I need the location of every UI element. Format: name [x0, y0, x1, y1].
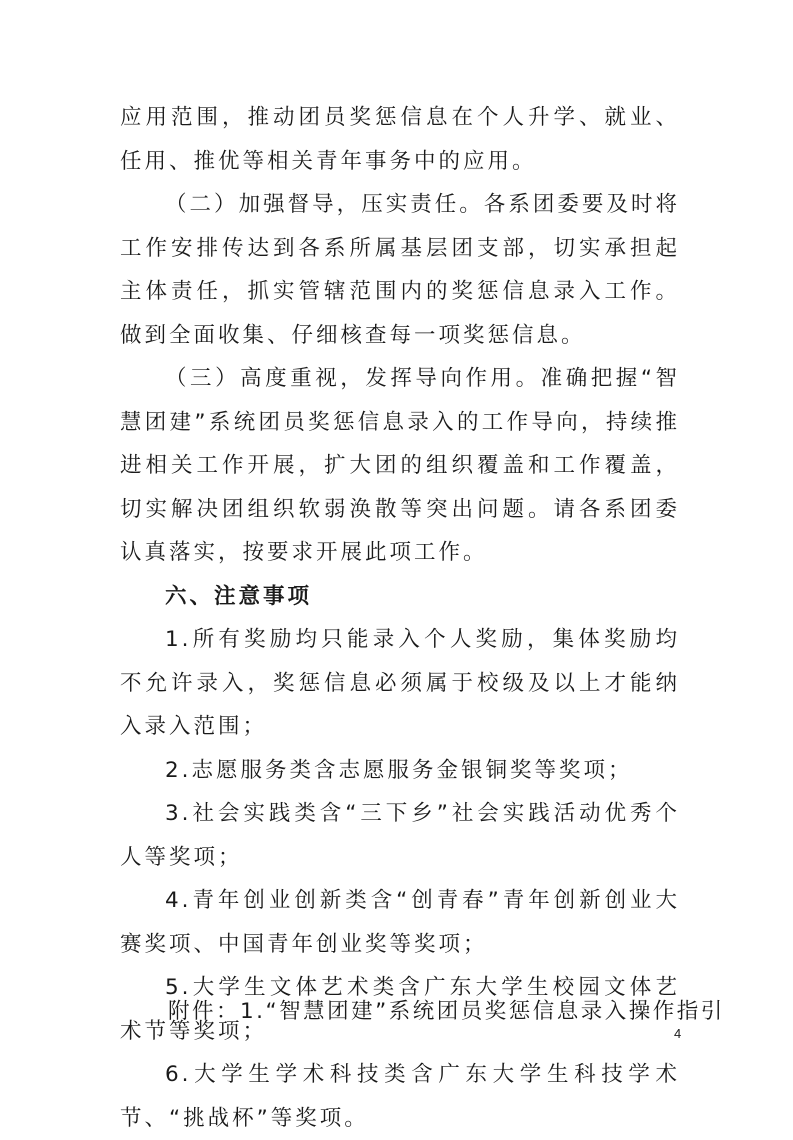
paragraph-guidance: （三）高度重视，发挥导向作用。准确把握“智慧团建”系统团员奖惩信息录入的工作导向，持续推进相关工作开展，扩大团的组织覆盖和工作覆盖，切实解决团组织软弱涣散等突出问题。请各系团委认真落实，按要求开展此项工作。 [120, 366, 680, 565]
note-item-3: 3.社会实践类含“三下乡”社会实践活动优秀个人等奖项； [120, 801, 680, 870]
note-item-5: 5.大学生文体艺术类含广东大学生校园文体艺术节等奖项； [120, 975, 680, 1044]
section-heading-notes: 六、注意事项 [165, 583, 313, 609]
note-item-6: 6.大学生学术科技类含广东大学生科技学术节、“挑战杯”等奖项。 [120, 1062, 680, 1131]
attachment-line: 附件：1.“智慧团建”系统团员奖惩信息录入操作指引 [168, 999, 725, 1024]
paragraph-supervision: （二）加强督导，压实责任。各系团委要及时将工作安排传达到各系所属基层团支部，切实承担起主体责任，抓实管辖范围内的奖惩信息录入工作。做到全面收集、仔细核查每一项奖惩信息。 [120, 192, 680, 348]
page-number: 4 [674, 1026, 682, 1041]
note-item-2: 2.志愿服务类含志愿服务金银铜奖等奖项； [165, 757, 633, 783]
document-body [120, 96, 680, 1140]
paragraph-application-scope: 应用范围，推动团员奖惩信息在个人升学、就业、任用、推优等相关青年事务中的应用。 [120, 105, 680, 174]
note-item-4: 4.青年创业创新类含“创青春”青年创新创业大赛奖项、中国青年创业奖等奖项； [120, 888, 680, 957]
note-item-1: 1.所有奖励均只能录入个人奖励，集体奖励均不允许录入，奖惩信息必须属于校级及以上才能纳入录入范围； [120, 627, 680, 739]
